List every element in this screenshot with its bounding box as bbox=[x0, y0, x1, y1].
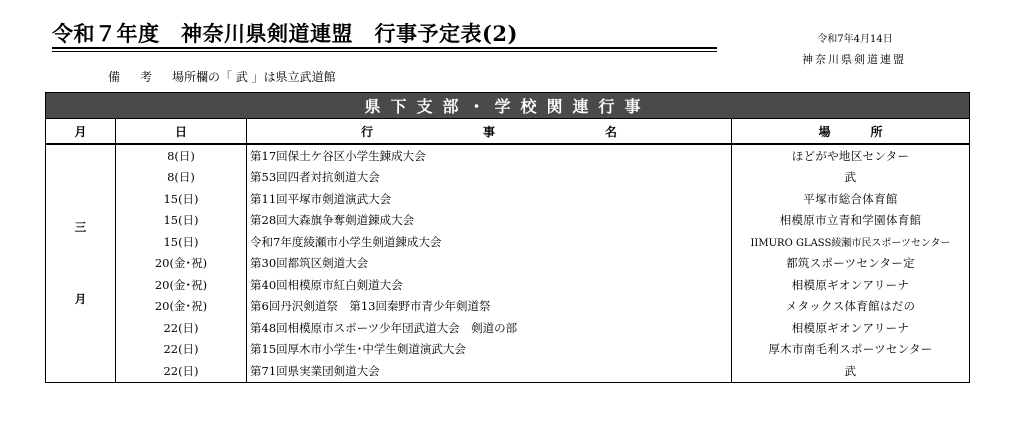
organization-name: 神奈川県剣道連盟 bbox=[802, 53, 906, 66]
event-cell: 第71回県実業団剣道大会 bbox=[247, 360, 732, 382]
month-cell bbox=[46, 144, 116, 382]
table-row bbox=[46, 339, 970, 361]
table-row bbox=[46, 231, 970, 253]
event-cell: 第28回大森旗争奪剣道錬成大会 bbox=[247, 210, 732, 232]
day-cell: 20(金･祝) bbox=[116, 253, 247, 275]
month-char: 月 bbox=[74, 292, 87, 307]
event-cell: 第11回平塚市剣道演武大会 bbox=[247, 188, 732, 210]
event-cell: 第53回四者対抗剣道大会 bbox=[247, 167, 732, 189]
column-header-event: 行事名 bbox=[247, 119, 732, 145]
table-row bbox=[46, 360, 970, 382]
schedule-table bbox=[45, 92, 970, 383]
event-cell: 令和7年度綾瀬市小学生剣道錬成大会 bbox=[247, 231, 732, 253]
place-cell: 都筑スポーツセンター定 bbox=[732, 253, 970, 275]
table-row bbox=[46, 317, 970, 339]
event-cell: 第15回厚木市小学生･中学生剣道演武大会 bbox=[247, 339, 732, 361]
day-cell: 20(金･祝) bbox=[116, 296, 247, 318]
column-header-day: 日 bbox=[116, 119, 247, 145]
place-cell: IIMURO GLASS綾瀬市民スポーツセンター bbox=[732, 231, 970, 253]
remarks-text: 場所欄の「 武 」は県立武道館 bbox=[172, 70, 336, 84]
column-header-place: 場所 bbox=[732, 119, 970, 145]
event-cell: 第48回相模原市スポーツ少年団武道大会 剣道の部 bbox=[247, 317, 732, 339]
column-header-month: 月 bbox=[46, 119, 116, 145]
table-row bbox=[46, 144, 970, 167]
event-cell: 第6回丹沢剣道祭 第13回秦野市青少年剣道祭 bbox=[247, 296, 732, 318]
day-cell: 8(日) bbox=[116, 144, 247, 167]
event-cell: 第30回都筑区剣道大会 bbox=[247, 253, 732, 275]
event-cell: 第17回保土ケ谷区小学生錬成大会 bbox=[247, 144, 732, 167]
issue-date: 令和7年4月14日 bbox=[817, 34, 893, 45]
section-band-title: 県下支部・学校関連行事 bbox=[46, 93, 970, 119]
place-cell: 相模原ギオンアリーナ bbox=[732, 317, 970, 339]
day-cell: 15(日) bbox=[116, 210, 247, 232]
remarks-label: 備 考 bbox=[108, 70, 157, 84]
table-row bbox=[46, 296, 970, 318]
table-row bbox=[46, 167, 970, 189]
month-char: 三 bbox=[74, 220, 87, 235]
day-cell: 22(日) bbox=[116, 360, 247, 382]
place-cell: 相模原ギオンアリーナ bbox=[732, 274, 970, 296]
table-row bbox=[46, 210, 970, 232]
place-cell: メタックス体育館はだの bbox=[732, 296, 970, 318]
table-row bbox=[46, 188, 970, 210]
title-underline bbox=[52, 47, 717, 49]
title-underline-thin bbox=[52, 51, 717, 52]
place-cell: 平塚市総合体育館 bbox=[732, 188, 970, 210]
place-cell: 武 bbox=[732, 167, 970, 189]
place-cell: 相模原市立青和学園体育館 bbox=[732, 210, 970, 232]
place-cell: 厚木市南毛利スポーツセンター bbox=[732, 339, 970, 361]
event-cell: 第40回相模原市紅白剣道大会 bbox=[247, 274, 732, 296]
page-title: 令和７年度 神奈川県剣道連盟 行事予定表(2) bbox=[52, 21, 518, 46]
table-row bbox=[46, 253, 970, 275]
table-row bbox=[46, 274, 970, 296]
day-cell: 22(日) bbox=[116, 339, 247, 361]
day-cell: 20(金･祝) bbox=[116, 274, 247, 296]
remarks-note bbox=[108, 69, 336, 85]
day-cell: 8(日) bbox=[116, 167, 247, 189]
place-cell: 武 bbox=[732, 360, 970, 382]
day-cell: 15(日) bbox=[116, 188, 247, 210]
day-cell: 15(日) bbox=[116, 231, 247, 253]
day-cell: 22(日) bbox=[116, 317, 247, 339]
place-cell: ほどがや地区センター bbox=[732, 144, 970, 167]
